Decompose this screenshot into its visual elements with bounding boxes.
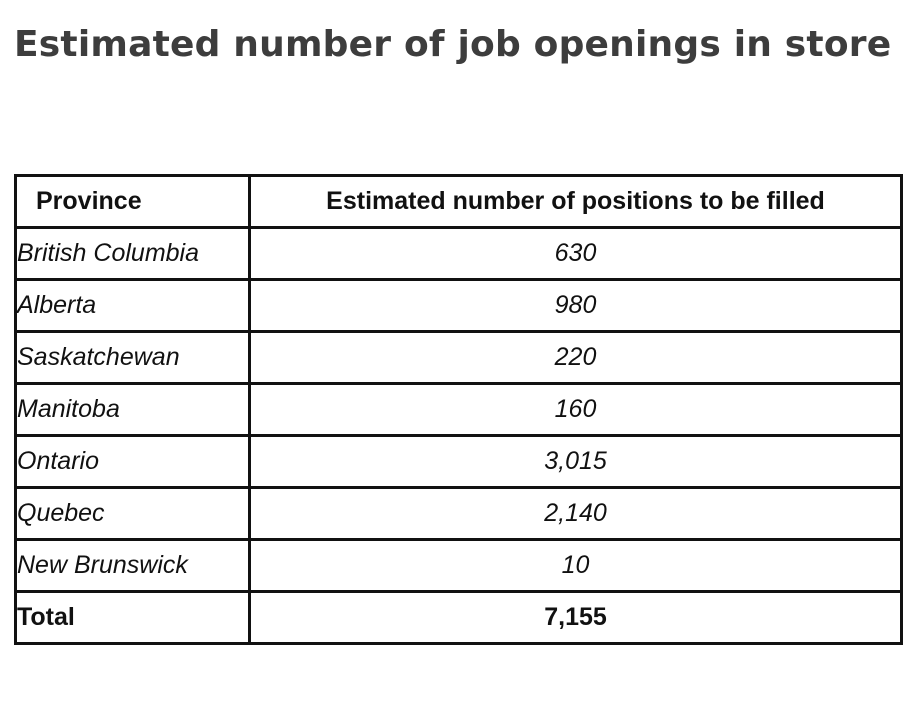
province-cell: Quebec (16, 488, 250, 540)
total-value: 7,155 (250, 592, 902, 644)
positions-cell: 220 (250, 332, 902, 384)
table-row (16, 384, 902, 436)
province-cell: British Columbia (16, 228, 250, 280)
positions-cell: 630 (250, 228, 902, 280)
column-header-positions: Estimated number of positions to be filled (250, 176, 902, 228)
province-cell: Ontario (16, 436, 250, 488)
province-cell: Alberta (16, 280, 250, 332)
table-row (16, 332, 902, 384)
total-label: Total (16, 592, 250, 644)
positions-cell: 160 (250, 384, 902, 436)
page-title: Estimated number of job openings in store (14, 24, 892, 65)
table-row (16, 228, 902, 280)
total-row (16, 592, 902, 644)
table-row (16, 436, 902, 488)
province-cell: Manitoba (16, 384, 250, 436)
table-row (16, 280, 902, 332)
positions-cell: 980 (250, 280, 902, 332)
column-header-province: Province (16, 176, 250, 228)
positions-cell: 2,140 (250, 488, 902, 540)
positions-cell: 3,015 (250, 436, 902, 488)
positions-cell: 10 (250, 540, 902, 592)
province-cell: Saskatchewan (16, 332, 250, 384)
province-cell: New Brunswick (16, 540, 250, 592)
job-openings-table (14, 174, 903, 645)
table-row (16, 488, 902, 540)
table-row (16, 540, 902, 592)
table-header-row (16, 176, 902, 228)
